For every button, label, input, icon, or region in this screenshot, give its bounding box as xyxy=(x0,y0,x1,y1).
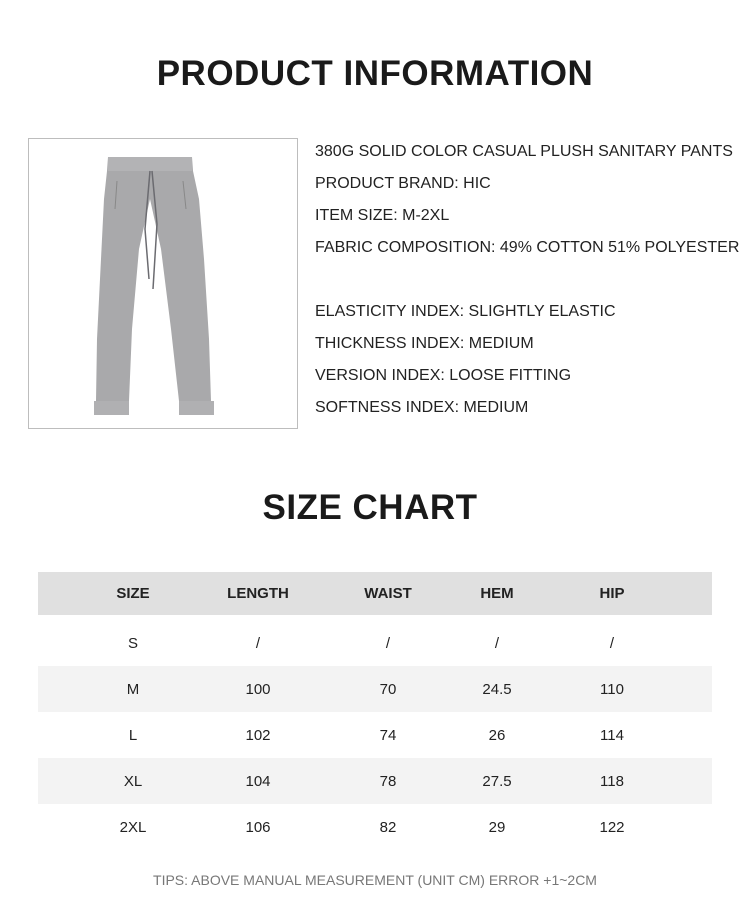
product-info-title: PRODUCT INFORMATION xyxy=(156,54,594,93)
table-cell: S xyxy=(127,634,138,652)
table-cell: 82 xyxy=(379,818,397,836)
table-cell: 118 xyxy=(600,772,624,790)
table-cell: / xyxy=(255,634,261,652)
spec-line: VERSION INDEX: LOOSE FITTING xyxy=(315,367,572,384)
table-cell: 102 xyxy=(245,726,271,744)
table-cell: 104 xyxy=(245,772,271,790)
header-cell: WAIST xyxy=(364,585,412,602)
table-cell: 78 xyxy=(379,772,397,790)
header-cell: LENGTH xyxy=(227,585,289,602)
table-cell: 26 xyxy=(488,726,506,744)
product-image xyxy=(28,138,298,429)
table-cell: 70 xyxy=(379,680,397,698)
table-cell: 29 xyxy=(488,818,506,836)
table-cell: / xyxy=(609,634,615,652)
table-row xyxy=(38,666,712,712)
table-cell: 100 xyxy=(245,680,271,698)
table-row xyxy=(38,620,712,666)
table-cell: 114 xyxy=(600,726,624,744)
table-row xyxy=(38,712,712,758)
table-cell: 24.5 xyxy=(482,680,512,698)
table-cell: M xyxy=(126,680,140,698)
table-header xyxy=(38,572,712,615)
spec-line: 380G SOLID COLOR CASUAL PLUSH SANITARY PANTS xyxy=(315,143,733,160)
header-cell: SIZE xyxy=(116,585,150,602)
spec-line: THICKNESS INDEX: MEDIUM xyxy=(315,335,534,352)
table-cell: / xyxy=(385,634,391,652)
spec-line: ITEM SIZE: M-2XL xyxy=(315,207,450,224)
tips-text: TIPS: ABOVE MANUAL MEASUREMENT (UNIT CM) ERROR +1~2CM xyxy=(153,872,597,888)
size-chart-title: SIZE CHART xyxy=(262,488,478,527)
sweatpants-image xyxy=(29,139,299,430)
table-cell: 110 xyxy=(600,680,624,698)
table-cell: 122 xyxy=(599,818,625,836)
spec-line: ELASTICITY INDEX: SLIGHTLY ELASTIC xyxy=(315,303,616,320)
table-cell: / xyxy=(494,634,500,652)
table-cell: 74 xyxy=(379,726,397,744)
table-cell: 27.5 xyxy=(482,772,512,790)
table-row xyxy=(38,758,712,804)
spec-line: FABRIC COMPOSITION: 49% COTTON 51% POLYESTER xyxy=(315,239,740,256)
spec-line: PRODUCT BRAND: HIC xyxy=(315,175,491,192)
table-row xyxy=(38,804,712,850)
size-table xyxy=(38,572,712,850)
table-cell: XL xyxy=(123,772,143,790)
table-cell: L xyxy=(128,726,138,744)
spec-line: SOFTNESS INDEX: MEDIUM xyxy=(315,399,529,416)
table-cell: 106 xyxy=(245,818,271,836)
header-cell: HIP xyxy=(599,585,625,602)
header-cell: HEM xyxy=(480,585,514,602)
table-cell: 2XL xyxy=(119,818,147,836)
